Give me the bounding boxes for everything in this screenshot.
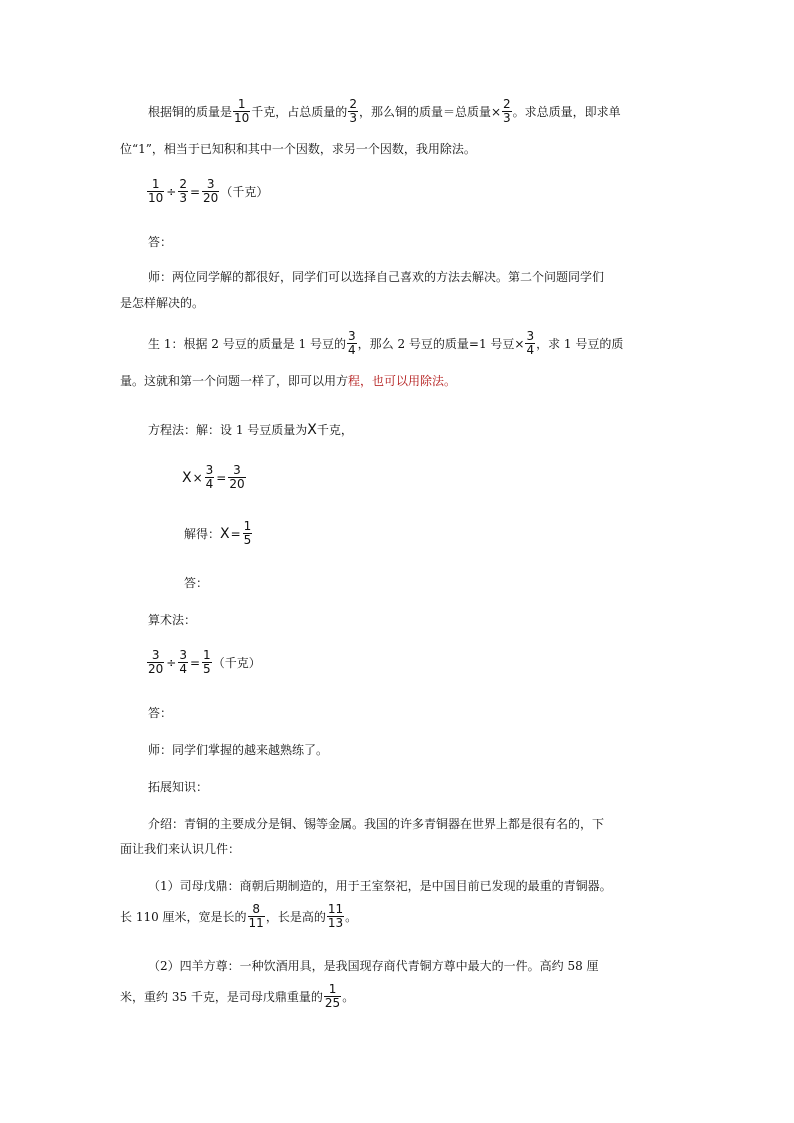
fraction-three-quarters: $\frac{3}{4}$ xyxy=(526,329,535,357)
paragraph-siyang-fangzun-line1: （2）四羊方尊：一种饮酒用具，是我国现存商代青铜方尊中最大的一件。高约 58 厘 xyxy=(148,959,599,973)
divide-sign: ÷ xyxy=(166,184,177,199)
highlighted-text: 程，也可以用除法。 xyxy=(348,374,457,388)
fraction: $\frac{1}{5}$ xyxy=(203,648,211,676)
paragraph-bronze-intro-line2: 面让我们来认识几件： xyxy=(120,842,241,856)
paragraph-student1-line2: 量。这就和第一个问题一样了，即可以用方 程，也可以用除法。 xyxy=(120,374,457,388)
fraction: $\frac{1}{10}$ xyxy=(148,177,164,205)
fraction: $\frac{3}{4}$ xyxy=(179,648,187,676)
equals-sign: = xyxy=(189,655,201,670)
fraction: $\frac{8}{11}$ xyxy=(248,902,264,930)
paragraph-equation-method: 方程法：解：设 1 号豆质量为 X 千克， xyxy=(148,421,353,438)
paragraph-teacher-line2: 是怎样解决的。 xyxy=(120,296,205,310)
equation-division-2 xyxy=(146,649,261,676)
equation-multiplication xyxy=(182,464,247,491)
equals-sign: = xyxy=(189,184,201,199)
paragraph-copper-mass-line1 xyxy=(148,98,621,125)
answer-label: 答： xyxy=(148,235,173,249)
variable-x: X xyxy=(220,525,230,542)
text: ，那么铜的质量＝总质量× xyxy=(358,105,502,119)
variable-x: X xyxy=(307,421,317,438)
equation-solution: 解得： X = $\frac{1}{5}$ xyxy=(184,519,252,547)
fraction-three-quarters: $\frac{3}{4}$ xyxy=(347,329,356,357)
paragraph-teacher-praise: 师：同学们掌握的越来越熟练了。 xyxy=(148,743,329,757)
text: 根据铜的质量是 xyxy=(148,105,233,119)
unit: （千克） xyxy=(212,656,261,670)
fraction: $\frac{11}{13}$ xyxy=(327,902,344,930)
text: 千克，占总质量的 xyxy=(251,105,348,119)
variable-x: X xyxy=(182,469,192,486)
fraction: $\frac{3}{4}$ xyxy=(205,463,214,491)
paragraph-teacher-line1: 师：两位同学解的都很好，同学们可以选择自己喜欢的方法去解决。第二个问题同学们 xyxy=(148,270,605,284)
extended-knowledge-heading: 拓展知识： xyxy=(148,780,209,794)
fraction: $\frac{1}{5}$ xyxy=(243,519,252,547)
paragraph-siyang-fangzun-line2: 米，重约 35 千克，是司母戊鼎重量的 $\frac{1}{25}$ 。 xyxy=(120,982,355,1010)
arithmetic-method-label: 算术法： xyxy=(148,613,197,627)
paragraph-bronze-intro-line1: 介绍：青铜的主要成分是铜、锡等金属。我国的许多青铜器在世界上都是很有名的，下 xyxy=(148,817,605,831)
fraction-two-thirds: $\frac{2}{3}$ xyxy=(349,97,357,125)
divide-sign: ÷ xyxy=(166,655,177,670)
fraction: $\frac{2}{3}$ xyxy=(179,177,187,205)
equals-sign: = xyxy=(230,526,241,541)
fraction: $\frac{3}{20}$ xyxy=(229,463,245,491)
fraction-one-tenth: $\frac{1}{10}$ xyxy=(234,97,250,125)
fraction: $\frac{3}{20}$ xyxy=(203,177,219,205)
paragraph-simuwu-ding-line1: （1）司母戊鼎：商朝后期制造的，用于王室祭祀，是中国目前已发现的最重的青铜器。 xyxy=(148,879,612,893)
fraction: $\frac{1}{25}$ xyxy=(324,982,341,1010)
answer-label: 答： xyxy=(148,706,173,720)
unit: （千克） xyxy=(220,185,269,199)
fraction-two-thirds: $\frac{2}{3}$ xyxy=(503,97,511,125)
paragraph-student1-line1: 生 1：根据 2 号豆的质量是 1 号豆的 $\frac{3}{4}$ ，那么 2 号豆的质量=1 号豆× $\frac{3}{4}$ ，求 1 号豆的质 xyxy=(148,329,624,357)
paragraph-copper-mass-line2: 位“1”，相当于已知积和其中一个因数，求另一个因数，我用除法。 xyxy=(120,142,476,156)
equals-sign: = xyxy=(216,470,227,485)
text: 。求总质量，即求单 xyxy=(512,105,621,119)
answer-label: 答： xyxy=(184,576,209,590)
paragraph-simuwu-ding-line2: 长 110 厘米，宽是长的 $\frac{8}{11}$ ，长是高的 $\frac{11}{13}$ 。 xyxy=(120,902,358,930)
fraction: $\frac{3}{20}$ xyxy=(148,648,164,676)
times-sign: × xyxy=(192,470,203,485)
equation-division-1 xyxy=(146,178,268,205)
